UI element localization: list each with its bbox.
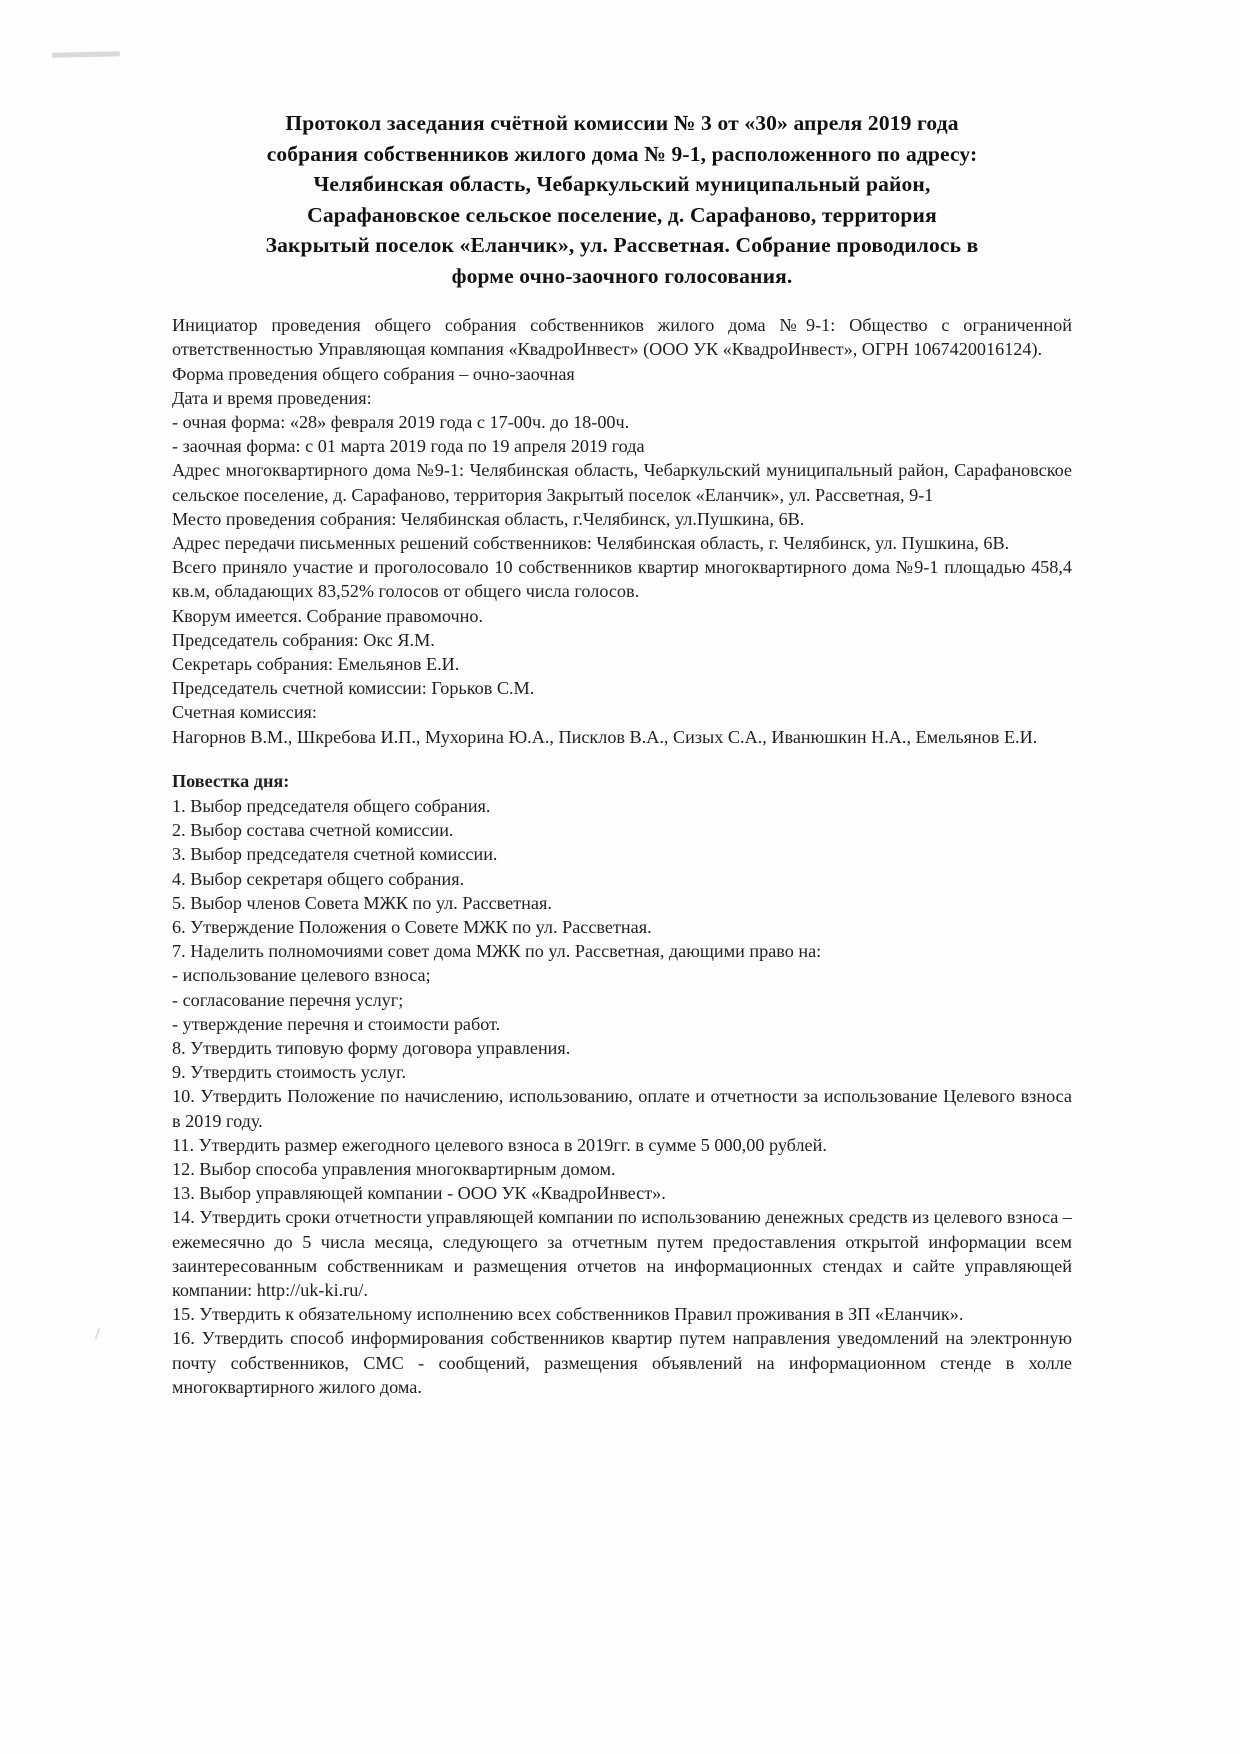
title-line-3: Челябинская область, Чебаркульский муниципальный район, [313, 172, 931, 197]
intro-paragraph-meeting-place: Место проведения собрания: Челябинская область, г.Челябинск, ул.Пушкина, 6В. [172, 508, 805, 529]
title-line-6: форме очно-заочного голосования. [451, 263, 793, 288]
scan-artifact-left [95, 1328, 114, 1344]
page-title [172, 108, 1072, 291]
agenda-item-6: 6. Утверждение Положения о Совете МЖК по ул. Рассветная. [172, 916, 652, 937]
intro-paragraph-decisions-address: Адрес передачи письменных решений собственников: Челябинская область, г. Челябинск, ул. Пушкина, 6В. [172, 532, 1010, 553]
agenda-item-15: 15. Утвердить к обязательному исполнению всех собственников Правил проживания в ЗП «Еланчик». [172, 1304, 964, 1325]
intro-paragraph-secretary: Секретарь собрания: Емельянов Е.И. [172, 653, 460, 674]
agenda-item-7-sub-3: - утверждение перечня и стоимости работ. [172, 1013, 501, 1034]
agenda-item-8: 8. Утвердить типовую форму договора управления. [172, 1037, 571, 1058]
intro-paragraph-absentee-form: - заочная форма: с 01 марта 2019 года по 19 апреля 2019 года [172, 436, 645, 457]
intro-paragraph-participation: Всего приняло участие и проголосовало 10 собственников квартир многоквартирного дома №9-1 площадью 458,4 кв.м, обладающих 83,52% голосов от общего числа голосов. [172, 557, 1072, 602]
intro-paragraph-datetime-label: Дата и время проведения: [172, 387, 372, 408]
intro-paragraph-initiator: Инициатор проведения общего собрания собственников жилого дома №9-1: Общество с ограниченной ответственностью Управляющая компания «КвадроИнвест» (ООО УК «КвадроИнвест», ОГРН 1067420016124). [172, 315, 1072, 360]
agenda-item-14: 14. Утвердить сроки отчетности управляющей компании по использованию денежных средств из целевого взноса – ежемесячно до 5 числа месяца, следующего за отчетным путем предоставления открытой информации всем заинтересованным собственникам и размещения отчетов на информационных стендах и сайте управляющей компании: http://uk-ki.ru/. [172, 1207, 1072, 1301]
agenda-section [172, 749, 1072, 1399]
agenda-item-9: 9. Утвердить стоимость услуг. [172, 1062, 407, 1083]
intro-paragraph-building-address: Адрес многоквартирного дома №9-1: Челябинская область, Чебаркульский муниципальный район, Сарафановское сельское поселение, д. Сарафаново, территория Закрытый поселок «Еланчик», ул. Рассветная, 9-1 [172, 460, 1072, 505]
intro-paragraph-form: Форма проведения общего собрания – очно-заочная [172, 363, 575, 384]
agenda-item-16: 16. Утвердить способ информирования собственников квартир путем направления уведомлений на электронную почту собственников, СМС - сообщений, размещения объявлений на информационном стенде в холле многоквартирного жилого дома. [172, 1328, 1072, 1397]
agenda-item-10: 10. Утвердить Положение по начислению, использованию, оплате и отчетности за использование Целевого взноса в 2019 году. [172, 1086, 1072, 1131]
agenda-item-11: 11. Утвердить размер ежегодного целевого взноса в 2019гг. в сумме 5 000,00 рублей. [172, 1134, 827, 1155]
agenda-item-7-sub-2: - согласование перечня услуг; [172, 989, 404, 1010]
agenda-item-7-sub-1: - использование целевого взноса; [172, 965, 431, 986]
agenda-heading: Повестка дня: [172, 770, 290, 791]
title-line-4: Сарафановское сельское поселение, д. Сарафаново, территория [307, 202, 937, 227]
agenda-item-3: 3. Выбор председателя счетной комиссии. [172, 844, 498, 865]
scan-artifact-top [52, 51, 120, 57]
document-content [172, 108, 1072, 1399]
agenda-item-1: 1. Выбор председателя общего собрания. [172, 795, 491, 816]
agenda-item-7: 7. Наделить полномочиями совет дома МЖК по ул. Рассветная, дающими право на: [172, 941, 822, 962]
intro-paragraph-counting-chairman: Председатель счетной комиссии: Горьков С.М. [172, 678, 535, 699]
agenda-item-4: 4. Выбор секретаря общего собрания. [172, 868, 465, 889]
title-line-5: Закрытый поселок «Еланчик», ул. Рассветная. Собрание проводилось в [265, 233, 979, 258]
agenda-item-2: 2. Выбор состава счетной комиссии. [172, 820, 454, 841]
agenda-item-5: 5. Выбор членов Совета МЖК по ул. Рассветная. [172, 892, 552, 913]
agenda-item-12: 12. Выбор способа управления многоквартирным домом. [172, 1159, 616, 1179]
agenda-item-13: 13. Выбор управляющей компании - ООО УК «КвадроИнвест». [172, 1183, 666, 1204]
intro-paragraph-counting-commission-label: Счетная комиссия: [172, 702, 317, 723]
intro-paragraph-chairman: Председатель собрания: Окс Я.М. [172, 629, 435, 650]
title-line-1: Протокол заседания счётной комиссии № 3 от «30» апреля 2019 года [285, 111, 959, 135]
intro-paragraph-counting-commission-members: Нагорнов В.М., Шкребова И.П., Мухорина Ю.А., Писклов В.А., Сизых С.А., Иванюшкин Н.А., Емельянов Е.И. [172, 726, 1038, 747]
intro-paragraph-inperson-form: - очная форма: «28» февраля 2019 года с 17-00ч. до 18-00ч. [172, 411, 630, 432]
intro-paragraph-quorum: Кворум имеется. Собрание правомочно. [172, 605, 484, 626]
intro-section [172, 313, 1072, 749]
title-line-2: собрания собственников жилого дома № 9-1, расположенного по адресу: [266, 141, 978, 166]
